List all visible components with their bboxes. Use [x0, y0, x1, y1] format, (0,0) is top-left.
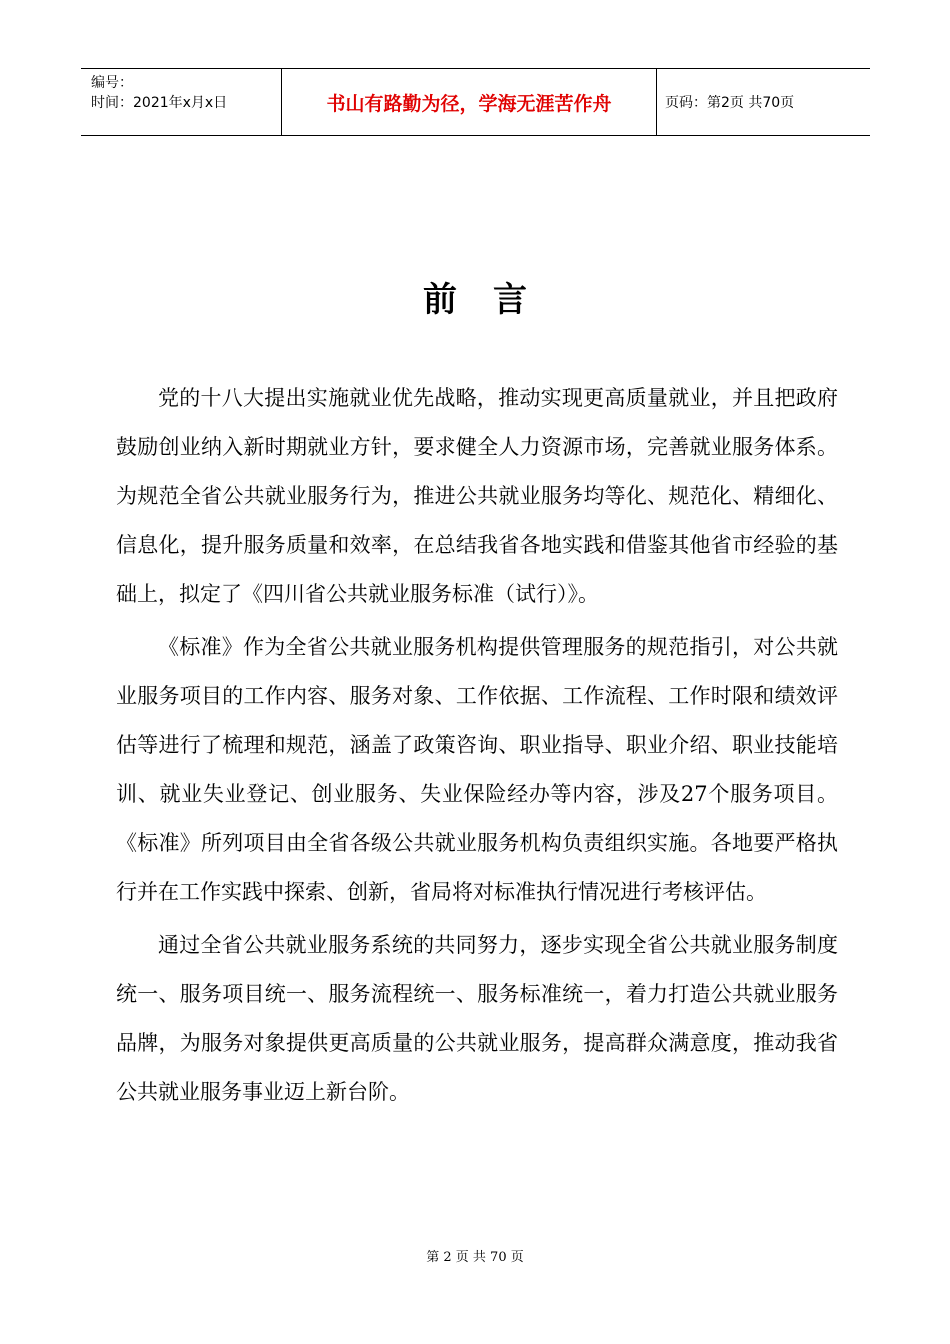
header-meta [81, 69, 282, 135]
number-label: 编号： [91, 75, 133, 91]
document-title: 前言 [423, 280, 563, 320]
header-motto: 书山有路勤为径，学海无涯苦作舟 [282, 69, 657, 135]
document-body [116, 374, 838, 1121]
paragraph: 党的十八大提出实施就业优先战略，推动实现更高质量就业，并且把政府鼓励创业纳入新时期就业方针，要求健全人力资源市场，完善就业服务体系。为规范全省公共就业服务行为，推进公共就业服务均等化、规范化、精细化、信息化，提升服务质量和效率，在总结我省各地实践和借鉴其他省市经验的基础上，拟定了《四川省公共就业服务标准（试行）》。 [116, 386, 838, 606]
header-page-info: 页码：第2页 共70页 [665, 95, 795, 111]
paragraph: 通过全省公共就业服务系统的共同努力，逐步实现全省公共就业服务制度统一、服务项目统一、服务流程统一、服务标准统一，着力打造公共就业服务品牌，为服务对象提供更高质量的公共就业服务，提高群众满意度，推动我省公共就业服务事业迈上新台阶。 [116, 933, 838, 1104]
time-label: 时间：2021年x月x日 [91, 95, 228, 111]
paragraph: 《标准》作为全省公共就业服务机构提供管理服务的规范指引，对公共就业服务项目的工作内容、服务对象、工作依据、工作流程、工作时限和绩效评估等进行了梳理和规范，涵盖了政策咨询、职业指导、职业介绍、职业技能培训、就业失业登记、创业服务、失业保险经办等内容，涉及27个服务项目。《标准》所列项目由全省各级公共就业服务机构负责组织实施。各地要严格执行并在工作实践中探索、创新，省局将对标准执行情况进行考核评估。 [116, 635, 838, 904]
page-header [81, 68, 870, 136]
page-footer: 第 2 页 共 70 页 [426, 1250, 524, 1265]
